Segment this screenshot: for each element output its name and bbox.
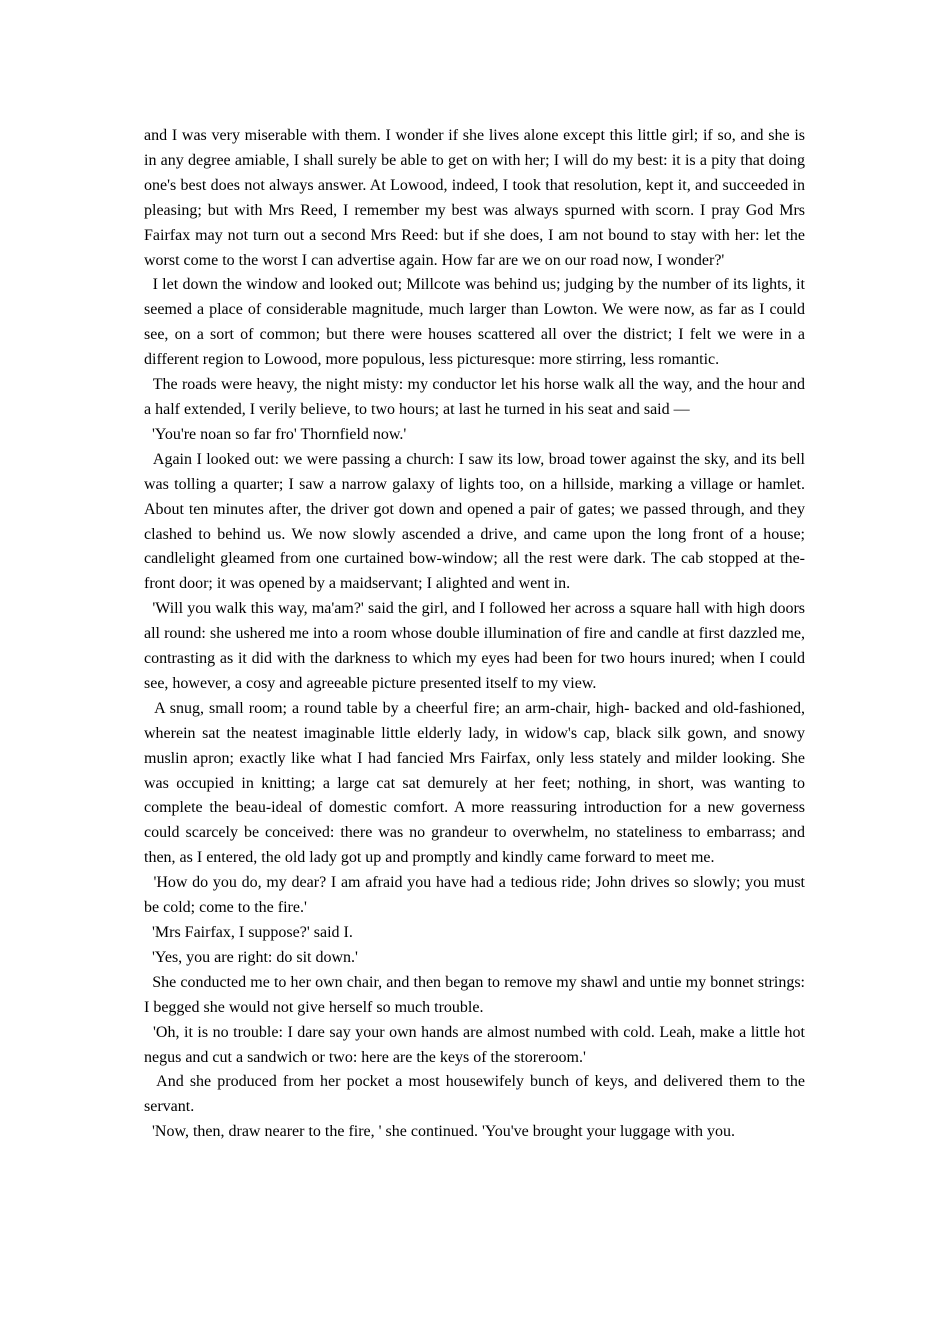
paragraph: She conducted me to her own chair, and then began to remove my shawl and untie my bonnet strings: I begged she would not give herself so much trouble.: [144, 973, 805, 1016]
paragraph: I let down the window and looked out; Millcote was behind us; judging by the number of its lights, it seemed a place of considerable magnitude, much larger than Lowton. We were now, as far as I could see, on a sort of common; but there were houses scattered all over the district; I felt we were in a different region to Lowood, more populous, less picturesque: more stirring, less romantic.: [144, 276, 805, 369]
paragraph: A snug, small room; a round table by a cheerful fire; an arm-chair, high- backed and old-fashioned, wherein sat the neatest imaginable little elderly lady, in widow's cap, black silk gown, and snowy muslin apron; exactly like what I had fancied Mrs Fairfax, only less stately and milder looking. She was occupied in knitting; a large cat sat demurely at her feet; nothing, in short, was wanting to complete the beau-ideal of domestic comfort. A more reassuring introduction for a new governess could scarcely be conceived: there was no grandeur to overwhelm, no stateliness to embarrass; and then, as I entered, the old lady got up and promptly and kindly came forward to meet me.: [144, 699, 805, 867]
page-body: [144, 124, 805, 1145]
paragraph: And she produced from her pocket a most housewifely bunch of keys, and delivered them to the servant.: [144, 1073, 805, 1116]
paragraph: Again I looked out: we were passing a church: I saw its low, broad tower against the sky, and its bell was tolling a quarter; I saw a narrow galaxy of lights too, on a hillside, marking a village or hamlet. About ten minutes after, the driver got down and opened a pair of gates; we passed through, and they clashed to behind us. We now slowly ascended a drive, and came upon the long front of a house; candlelight gleamed from one curtained bow-window; all the rest were dark. The cab stopped at the- front door; it was opened by a maidservant; I alighted and went in.: [144, 450, 805, 593]
paragraph: 'Now, then, draw nearer to the fire, ' she continued. 'You've brought your luggage with you.: [144, 1123, 735, 1141]
paragraph: 'Oh, it is no trouble: I dare say your own hands are almost numbed with cold. Leah, make a little hot negus and cut a sandwich or two: here are the keys of the storeroom.': [144, 1023, 805, 1066]
paragraph: and I was very miserable with them. I wonder if she lives alone except this little girl; if so, and she is in any degree amiable, I shall surely be able to get on with her; I will do my best: it is a pity that doing one's best does not always answer. At Lowood, indeed, I took that resolution, kept it, and succeeded in pleasing; but with Mrs Reed, I remember my best was always spurned with scorn. I pray God Mrs Fairfax may not turn out a second Mrs Reed: but if she does, I am not bound to stay with her: let the worst come to the worst I can advertise again. How far are we on our road now, I wonder?': [144, 127, 805, 269]
paragraph: 'Yes, you are right: do sit down.': [144, 948, 358, 966]
paragraph: 'You're noan so far fro' Thornfield now.': [144, 425, 407, 443]
paragraph: 'How do you do, my dear? I am afraid you have had a tedious ride; John drives so slowly; you must be cold; come to the fire.': [144, 874, 805, 917]
paragraph: 'Mrs Fairfax, I suppose?' said I.: [144, 924, 353, 941]
paragraph: The roads were heavy, the night misty: my conductor let his horse walk all the way, and the hour and a half extended, I verily believe, to two hours; at last he turned in his seat and said —: [144, 376, 805, 418]
paragraph: 'Will you walk this way, ma'am?' said the girl, and I followed her across a square hall with high doors all round: she ushered me into a room whose double illumination of fire and candle at first dazzled me, contrasting as it did with the darkness to which my eyes had been for two hours inured; when I could see, however, a cosy and agreeable picture presented itself to my view.: [144, 600, 805, 692]
